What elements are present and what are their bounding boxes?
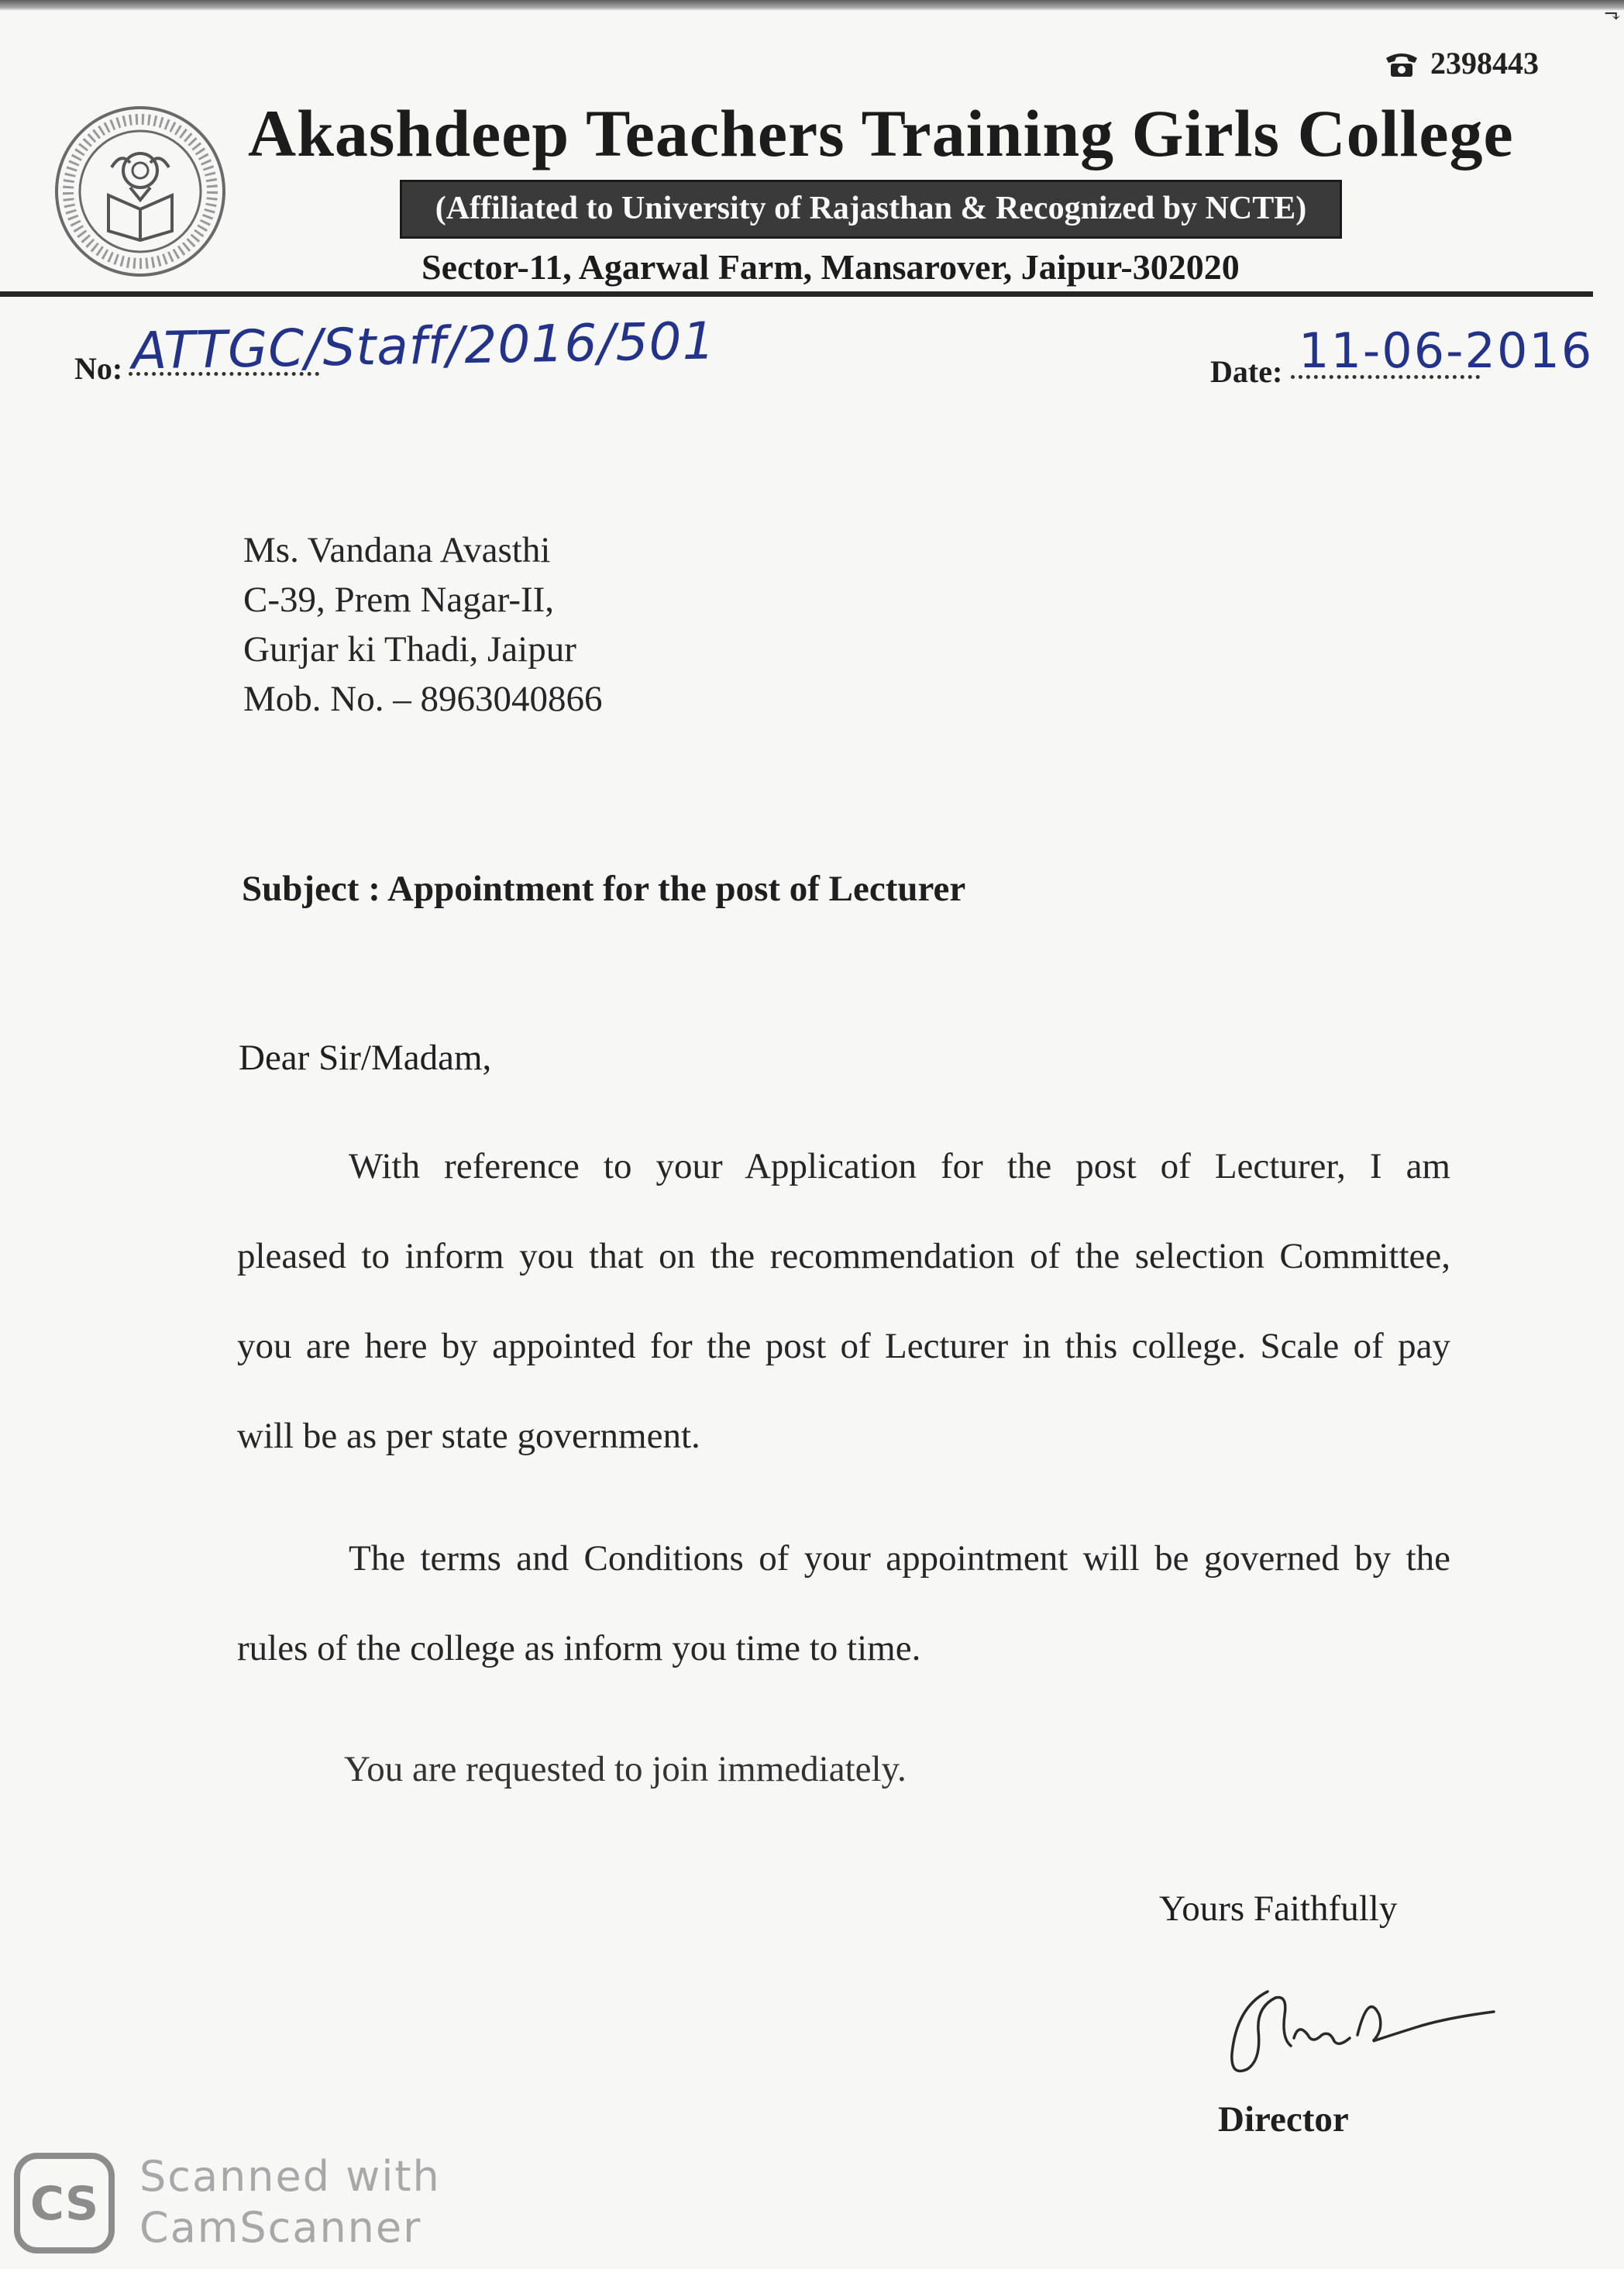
letterhead-phone [1384,45,1539,81]
addressee-mobile: Mob. No. – 8963040866 [243,679,603,719]
paragraph-1 [237,1145,1450,1505]
date-label: Date: [1210,354,1283,389]
date-value: 11-06-2016 [1299,322,1594,379]
sign-off: Yours Faithfully [1159,1889,1398,1929]
watermark-line-2: CamScanner [139,2203,422,2252]
camscanner-logo-text: CS [29,2177,99,2231]
paragraph-2-line-2: rules of the college as inform you time to time. [237,1628,921,1668]
salutation: Dear Sir/Madam, [239,1038,492,1078]
paragraph-1-line-2: pleased to inform you that on the recommendation of the selection Committee, [237,1236,1450,1276]
college-name: Akashdeep Teachers Training Girls College [248,96,1514,170]
phone-number: 2398443 [1430,46,1539,81]
college-seal [53,104,228,279]
addressee-block [243,525,602,724]
camscanner-watermark [139,2151,441,2254]
college-address: Sector-11, Agarwal Farm, Mansarover, Jaipur-302020 [421,247,1240,287]
telephone-icon [1384,50,1419,78]
addressee-name: Ms. Vandana Avasthi [243,530,551,570]
paragraph-1-line-1: With reference to your Application for the post of Lecturer, I am [349,1146,1450,1186]
camscanner-logo [14,2153,115,2254]
addressee-line-2: Gurjar ki Thadi, Jaipur [243,629,576,670]
paragraph-1-line-4: will be as per state government. [237,1416,700,1456]
scan-top-edge [0,0,1624,11]
reference-no-label: No: [74,351,123,386]
paragraph-2-line-1: The terms and Conditions of your appointment will be governed by the [349,1538,1450,1579]
paragraph-1-line-3: you are here by appointed for the post of Lecturer in this college. Scale of pay [237,1326,1450,1366]
subject-line: Subject : Appointment for the post of Lecturer [242,869,966,909]
reference-no-value: ATTGC/Staff/2016/501 [131,311,717,381]
paragraph-2 [237,1537,1450,1717]
designation: Director [1218,2099,1349,2140]
corner-arrow-icon: ⬎ [1604,5,1621,27]
affiliation-banner: (Affiliated to University of Rajasthan & Recognized by NCTE) [400,180,1342,239]
header-divider [0,291,1593,297]
watermark-line-1: Scanned with [139,2152,441,2201]
addressee-line-1: C-39, Prem Nagar-II, [243,580,555,620]
paragraph-3: You are requested to join immediately. [344,1749,907,1789]
director-signature [1213,1961,1516,2092]
